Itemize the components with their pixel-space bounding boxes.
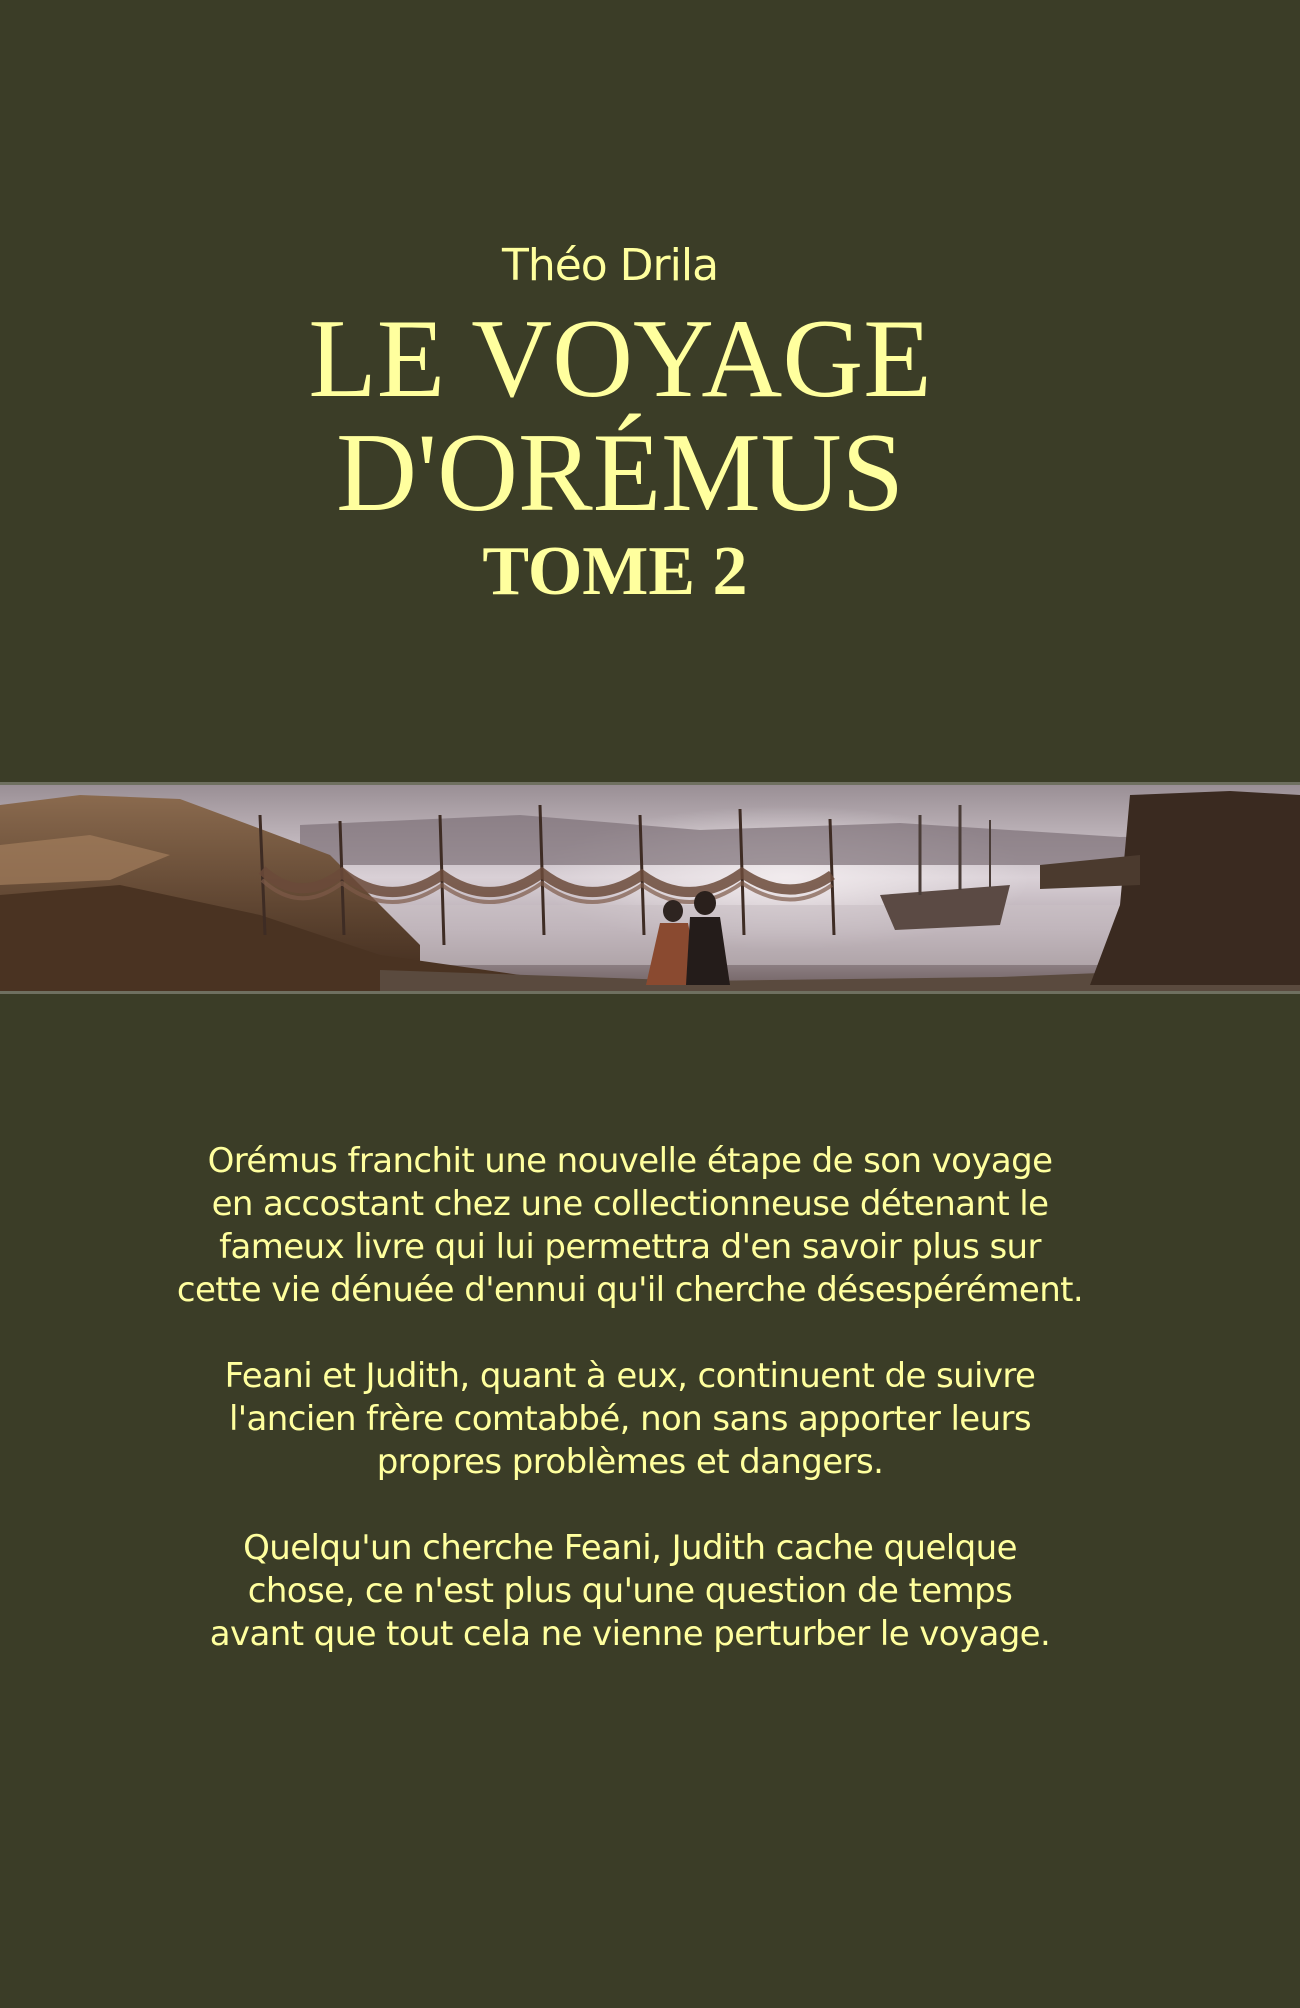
- harbor-painting-image: [0, 785, 1300, 991]
- blurb-line: en accostant chez une collectionneuse détenant le: [211, 1184, 1049, 1224]
- blurb-line: avant que tout cela ne vienne perturber le voyage.: [209, 1614, 1051, 1654]
- blurb-line: fameux livre qui lui permettra d'en savoir plus sur: [219, 1227, 1041, 1267]
- author-name: Théo Drila: [501, 240, 719, 291]
- blurb-paragraph: [0, 1140, 1260, 1312]
- blurb-line: Feani et Judith, quant à eux, continuent de suivre: [224, 1356, 1036, 1396]
- blurb-line: Quelqu'un cherche Feani, Judith cache quelque: [243, 1528, 1017, 1568]
- blurb-line: cette vie dénuée d'ennui qu'il cherche désespérément.: [176, 1270, 1084, 1310]
- blurb-line: l'ancien frère comtabbé, non sans apporter leurs: [228, 1399, 1032, 1439]
- blurb-line: chose, ce n'est plus qu'une question de temps: [247, 1571, 1013, 1611]
- blurb-line: Orémus franchit une nouvelle étape de son voyage: [207, 1141, 1053, 1181]
- book-title-line: LE VOYAGE: [308, 297, 932, 421]
- blurb-paragraph: [0, 1527, 1260, 1656]
- volume-label: TOME 2: [482, 533, 748, 610]
- blurb-line: propres problèmes et dangers.: [376, 1442, 884, 1482]
- book-title: [0, 297, 1240, 535]
- book-title-line: D'ORÉMUS: [336, 411, 904, 535]
- back-cover-blurb: [0, 1140, 1260, 1699]
- blurb-paragraph: [0, 1355, 1260, 1484]
- harbor-painting: [0, 782, 1300, 994]
